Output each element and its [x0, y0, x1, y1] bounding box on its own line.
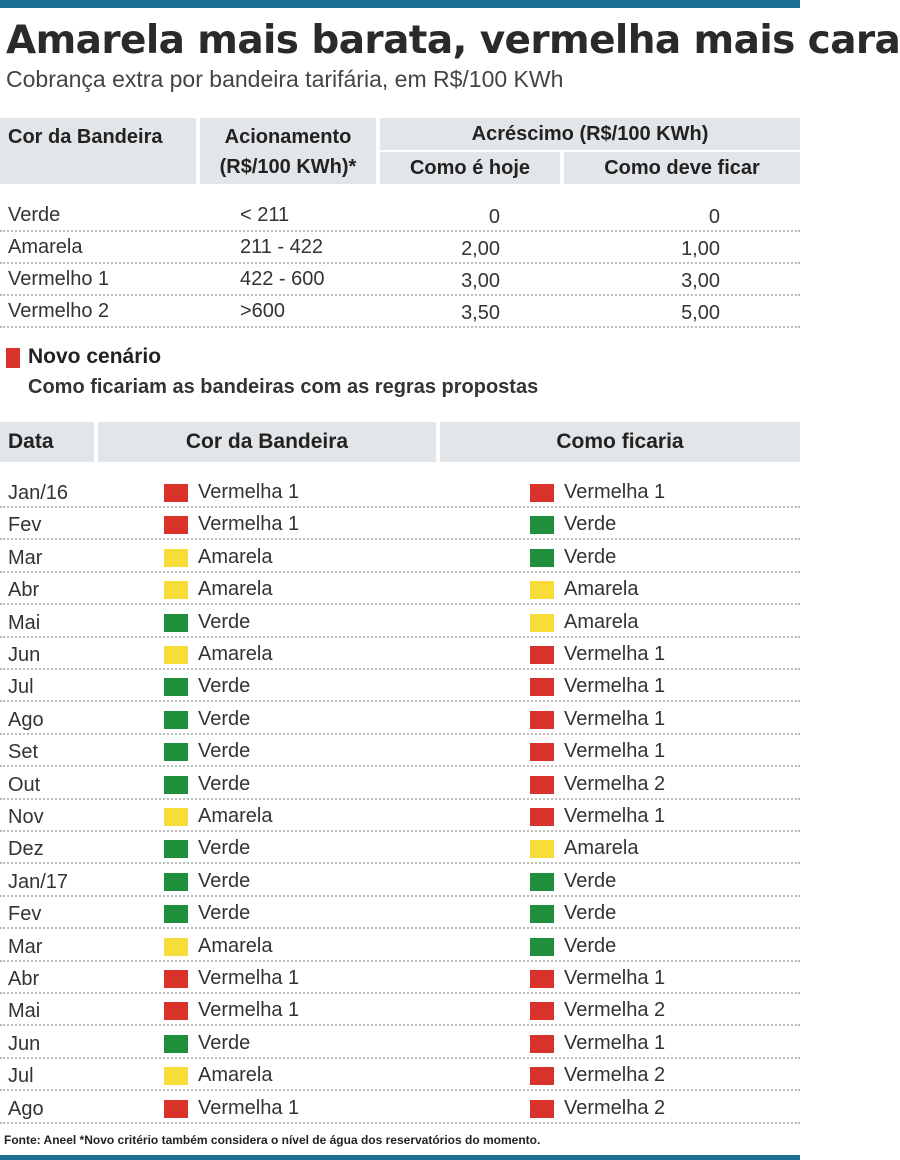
table2-cell-como: Vermelha 1 [564, 643, 666, 665]
table2-header-como: Como ficaria [440, 422, 800, 462]
flag-swatch-proposed [530, 1100, 554, 1118]
table2-cell-cor: Verde [198, 837, 251, 859]
table2-cell-como: Vermelha 1 [564, 481, 666, 503]
table2-cell-data: Fev [8, 903, 42, 925]
table1-cell-deve: 5,00 [681, 302, 720, 324]
table2-row [0, 573, 800, 605]
table2-row [0, 897, 800, 929]
row-separator [0, 1024, 800, 1026]
flag-swatch-proposed [530, 678, 554, 696]
flag-swatch-current [164, 808, 188, 826]
table1-cell-deve: 3,00 [681, 270, 720, 292]
flag-swatch-current [164, 581, 188, 599]
table2-cell-cor: Amarela [198, 935, 273, 957]
table2-cell-cor: Amarela [198, 1064, 273, 1086]
table2-cell-cor: Vermelha 1 [198, 1097, 300, 1119]
flag-swatch-current [164, 549, 188, 567]
flag-swatch-proposed [530, 1035, 554, 1053]
table1-cell-cor: Verde [8, 204, 61, 226]
row-separator [0, 862, 800, 864]
table2-row [0, 476, 800, 508]
novo-cenario-title: Novo cenário [28, 345, 162, 368]
table2-cell-cor: Verde [198, 870, 251, 892]
table2-cell-cor: Verde [198, 675, 251, 697]
flag-swatch-current [164, 484, 188, 502]
table2-cell-como: Vermelha 2 [564, 999, 666, 1021]
flag-swatch-current [164, 905, 188, 923]
table2-cell-data: Abr [8, 968, 40, 990]
table2-cell-como: Vermelha 2 [564, 773, 666, 795]
novo-cenario-marker [6, 348, 20, 368]
table1-header-como-hoje: Como é hoje [380, 152, 560, 184]
table2-row [0, 865, 800, 897]
table2-cell-data: Jul [8, 676, 34, 698]
table1-cell-hoje: 3,00 [461, 270, 500, 292]
table1-header-acionamento-line2: (R$/100 KWh)* [219, 156, 357, 178]
table2-cell-cor: Verde [198, 611, 251, 633]
table1-cell-hoje: 0 [488, 206, 500, 228]
table2-cell-cor: Vermelha 1 [198, 967, 300, 989]
flag-swatch-proposed [530, 1002, 554, 1020]
flag-swatch-current [164, 776, 188, 794]
flag-swatch-proposed [530, 743, 554, 761]
flag-swatch-current [164, 614, 188, 632]
table2-cell-data: Abr [8, 579, 40, 601]
table2-cell-cor: Amarela [198, 805, 273, 827]
table1-row [0, 232, 800, 264]
table2-cell-cor: Verde [198, 1032, 251, 1054]
flag-swatch-current [164, 516, 188, 534]
table2-cell-cor: Vermelha 1 [198, 999, 300, 1021]
table2-header-cor: Cor da Bandeira [98, 422, 436, 462]
table2-cell-como: Vermelha 2 [564, 1097, 666, 1119]
flag-swatch-current [164, 1035, 188, 1053]
flag-swatch-proposed [530, 581, 554, 599]
row-separator [0, 603, 800, 605]
flag-swatch-current [164, 840, 188, 858]
table1-header-cor-label: Cor da Bandeira [8, 126, 163, 148]
flag-swatch-current [164, 678, 188, 696]
table2-row [0, 670, 800, 702]
table2-cell-cor: Verde [198, 708, 251, 730]
table2-row [0, 962, 800, 994]
table2-cell-cor: Vermelha 1 [198, 513, 300, 535]
table2-cell-como: Vermelha 2 [564, 1064, 666, 1086]
flag-swatch-proposed [530, 614, 554, 632]
table1-cell-deve: 1,00 [681, 238, 720, 260]
table2-cell-como: Vermelha 1 [564, 740, 666, 762]
flag-swatch-proposed [530, 646, 554, 664]
table1-cell-hoje: 2,00 [461, 238, 500, 260]
table2-row [0, 1092, 800, 1124]
table1-cell-acionamento: >600 [240, 300, 286, 322]
table2-cell-como: Verde [564, 546, 617, 568]
flag-swatch-proposed [530, 808, 554, 826]
table1-row [0, 264, 800, 296]
table2-cell-data: Nov [8, 806, 44, 828]
table2-cell-data: Mai [8, 612, 41, 634]
flag-swatch-current [164, 711, 188, 729]
table2-cell-data: Ago [8, 709, 44, 731]
table2-cell-cor: Verde [198, 902, 251, 924]
table1-cell-acionamento: 422 - 600 [240, 268, 325, 290]
table2-cell-cor: Amarela [198, 578, 273, 600]
table2-cell-como: Vermelha 1 [564, 967, 666, 989]
row-separator [0, 765, 800, 767]
table1-row [0, 296, 800, 328]
row-separator [0, 538, 800, 540]
table2-cell-cor: Amarela [198, 643, 273, 665]
table2-cell-data: Jan/16 [8, 482, 69, 504]
table1-header-acionamento [200, 118, 376, 184]
table2-cell-cor: Verde [198, 773, 251, 795]
table1-header-acrescimo: Acréscimo (R$/100 KWh) [380, 118, 800, 150]
flag-swatch-current [164, 646, 188, 664]
table1-cell-hoje: 3,50 [461, 302, 500, 324]
table2-cell-data: Mar [8, 547, 43, 569]
table1-cell-acionamento: < 211 [240, 204, 290, 226]
novo-cenario-description: Como ficariam as bandeiras com as regras propostas [28, 376, 539, 398]
table1-cell-cor: Vermelho 1 [8, 268, 110, 290]
flag-swatch-current [164, 938, 188, 956]
table2-row [0, 1027, 800, 1059]
table2-cell-data: Mai [8, 1000, 41, 1022]
table2-row [0, 735, 800, 767]
row-separator [0, 1122, 800, 1124]
flag-swatch-current [164, 1002, 188, 1020]
table2-row [0, 638, 800, 670]
table2-cell-data: Jan/17 [8, 871, 69, 893]
row-separator [0, 927, 800, 929]
flag-swatch-current [164, 1067, 188, 1085]
table1-header-cor [0, 118, 196, 184]
table2-cell-como: Verde [564, 870, 617, 892]
flag-swatch-proposed [530, 484, 554, 502]
table2-cell-data: Jun [8, 1033, 41, 1055]
flag-swatch-proposed [530, 711, 554, 729]
table2-cell-como: Amarela [564, 837, 639, 859]
table2-cell-data: Dez [8, 838, 44, 860]
table2-cell-cor: Amarela [198, 546, 273, 568]
table2-cell-como: Amarela [564, 578, 639, 600]
table2-cell-cor: Verde [198, 740, 251, 762]
flag-swatch-proposed [530, 970, 554, 988]
table1-header-como-deve: Como deve ficar [564, 152, 800, 184]
table2-row [0, 541, 800, 573]
table2-cell-data: Jun [8, 644, 41, 666]
table2-row [0, 768, 800, 800]
flag-swatch-current [164, 1100, 188, 1118]
table1-row [0, 200, 800, 232]
table2-cell-cor: Vermelha 1 [198, 481, 300, 503]
table2-cell-como: Vermelha 1 [564, 675, 666, 697]
row-separator [0, 1089, 800, 1091]
flag-swatch-proposed [530, 905, 554, 923]
page-subtitle: Cobrança extra por bandeira tarifária, em R$/100 KWh [6, 66, 564, 92]
table2-cell-como: Verde [564, 935, 617, 957]
flag-swatch-current [164, 743, 188, 761]
table2-row [0, 508, 800, 540]
table2-row [0, 606, 800, 638]
table2-cell-como: Verde [564, 513, 617, 535]
table1-cell-cor: Vermelho 2 [8, 300, 110, 322]
flag-swatch-proposed [530, 840, 554, 858]
flag-swatch-proposed [530, 1067, 554, 1085]
row-separator [0, 326, 800, 328]
flag-swatch-current [164, 873, 188, 891]
table1-cell-acionamento: 211 - 422 [240, 236, 324, 258]
table2-cell-como: Verde [564, 902, 617, 924]
table2-cell-data: Jul [8, 1065, 34, 1087]
table2-cell-como: Amarela [564, 611, 639, 633]
footnote: Fonte: Aneel *Novo critério também considera o nível de água dos reservatórios do momento. [4, 1133, 541, 1147]
table1-header-acionamento-line1: Acionamento [224, 126, 352, 148]
table2-row [0, 930, 800, 962]
flag-swatch-proposed [530, 549, 554, 567]
table1-cell-cor: Amarela [8, 236, 83, 258]
table2-row [0, 832, 800, 864]
row-separator [0, 700, 800, 702]
top-accent-bar [0, 0, 800, 8]
table1-cell-deve: 0 [708, 206, 720, 228]
table2-cell-data: Mar [8, 936, 43, 958]
table2-cell-como: Vermelha 1 [564, 1032, 666, 1054]
table2-row [0, 703, 800, 735]
table2-row [0, 1059, 800, 1091]
flag-swatch-proposed [530, 776, 554, 794]
table2-row [0, 994, 800, 1026]
bottom-accent-bar [0, 1155, 800, 1160]
table2-header-data: Data [0, 422, 94, 462]
flag-swatch-proposed [530, 938, 554, 956]
flag-swatch-current [164, 970, 188, 988]
table2-cell-como: Vermelha 1 [564, 708, 666, 730]
table2-cell-data: Out [8, 774, 41, 796]
table2-row [0, 800, 800, 832]
flag-swatch-proposed [530, 516, 554, 534]
table2-cell-data: Fev [8, 514, 42, 536]
page-title: Amarela mais barata, vermelha mais cara [6, 18, 900, 63]
table2-cell-data: Ago [8, 1098, 44, 1120]
flag-swatch-proposed [530, 873, 554, 891]
table2-cell-data: Set [8, 741, 39, 763]
table2-cell-como: Vermelha 1 [564, 805, 666, 827]
